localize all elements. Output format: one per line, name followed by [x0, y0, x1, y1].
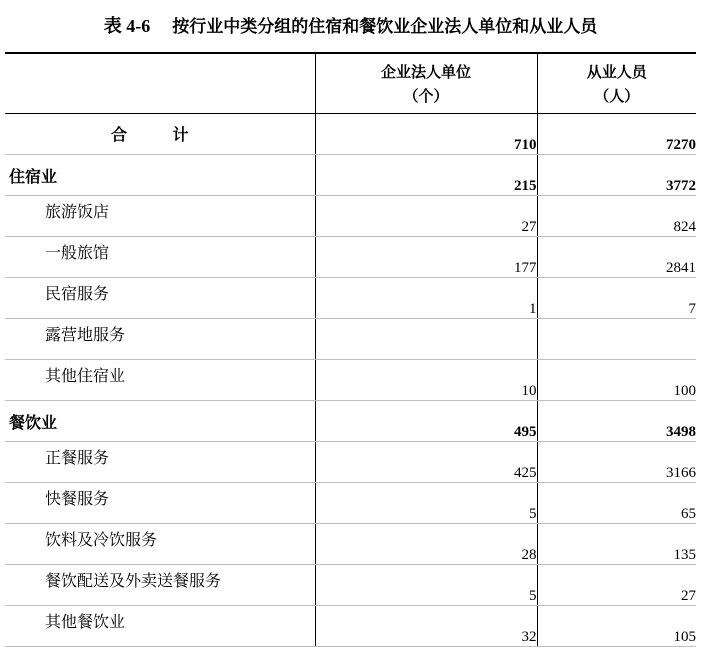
row-units: 1: [315, 278, 537, 319]
statistics-table: [5, 52, 696, 647]
row-label: [5, 319, 315, 360]
row-units: 495: [315, 401, 537, 442]
row-units: 5: [315, 483, 537, 524]
row-people: 824: [537, 196, 696, 237]
row-label-text: 露营地服务: [45, 324, 126, 344]
table-title-text: 按行业中类分组的住宿和餐饮业企业法人单位和从业人员: [172, 17, 598, 37]
row-people: 3166: [537, 442, 696, 483]
table-row: [5, 483, 696, 524]
header-row: [5, 53, 696, 114]
row-units: 32: [315, 606, 537, 647]
table-row: [5, 524, 696, 565]
row-people: 135: [537, 524, 696, 565]
row-label-text: 饮料及冷饮服务: [45, 529, 158, 549]
row-label-text: 餐饮配送及外卖送餐服务: [45, 570, 222, 590]
row-label: 住宿业: [5, 155, 315, 196]
row-label-text: 民宿服务: [45, 283, 110, 303]
table-row-category: [5, 155, 696, 196]
row-label: [5, 606, 315, 647]
table-row: [5, 196, 696, 237]
table-row: [5, 319, 696, 360]
table-row-total: [5, 114, 696, 155]
header-category: [5, 53, 315, 114]
table-row: [5, 237, 696, 278]
row-units: 710: [315, 114, 537, 155]
row-units: 425: [315, 442, 537, 483]
row-label: 餐饮业: [5, 401, 315, 442]
row-label: 合 计: [5, 114, 315, 155]
header-people-label: 从业人员: [586, 62, 647, 81]
row-label: [5, 278, 315, 319]
row-people: 105: [537, 606, 696, 647]
row-label-text: 其他餐饮业: [45, 611, 126, 631]
table-number: 表 4-6: [103, 16, 151, 36]
row-label-text: 旅游饭店: [45, 201, 110, 221]
row-label: [5, 196, 315, 237]
row-units: 177: [315, 237, 537, 278]
row-units: [315, 319, 537, 360]
table-row: [5, 606, 696, 647]
row-label: [5, 237, 315, 278]
row-people: 7270: [537, 114, 696, 155]
header-units: [315, 53, 537, 114]
row-label-text: 快餐服务: [45, 488, 110, 508]
table-row: [5, 565, 696, 606]
row-people: 2841: [537, 237, 696, 278]
table-row: [5, 360, 696, 401]
row-people: 7: [537, 278, 696, 319]
row-units: 27: [315, 196, 537, 237]
row-people: 3498: [537, 401, 696, 442]
header-people: [537, 53, 696, 114]
table-row-category: [5, 401, 696, 442]
table-title: [0, 0, 701, 52]
table-row: [5, 278, 696, 319]
row-label: [5, 442, 315, 483]
header-units-unit: （个）: [403, 86, 449, 105]
row-people: 27: [537, 565, 696, 606]
row-people: 100: [537, 360, 696, 401]
header-people-unit: （人）: [594, 86, 640, 105]
row-people: 65: [537, 483, 696, 524]
row-label: [5, 483, 315, 524]
row-units: 5: [315, 565, 537, 606]
row-people: 3772: [537, 155, 696, 196]
row-units: 10: [315, 360, 537, 401]
table-row: [5, 442, 696, 483]
row-label: [5, 524, 315, 565]
row-label: [5, 565, 315, 606]
row-units: 28: [315, 524, 537, 565]
row-units: 215: [315, 155, 537, 196]
row-label: [5, 360, 315, 401]
row-label-text: 一般旅馆: [45, 242, 110, 262]
header-units-label: 企业法人单位: [380, 62, 471, 81]
row-label-text: 正餐服务: [45, 447, 110, 467]
row-people: [537, 319, 696, 360]
row-label-text: 其他住宿业: [45, 365, 126, 385]
